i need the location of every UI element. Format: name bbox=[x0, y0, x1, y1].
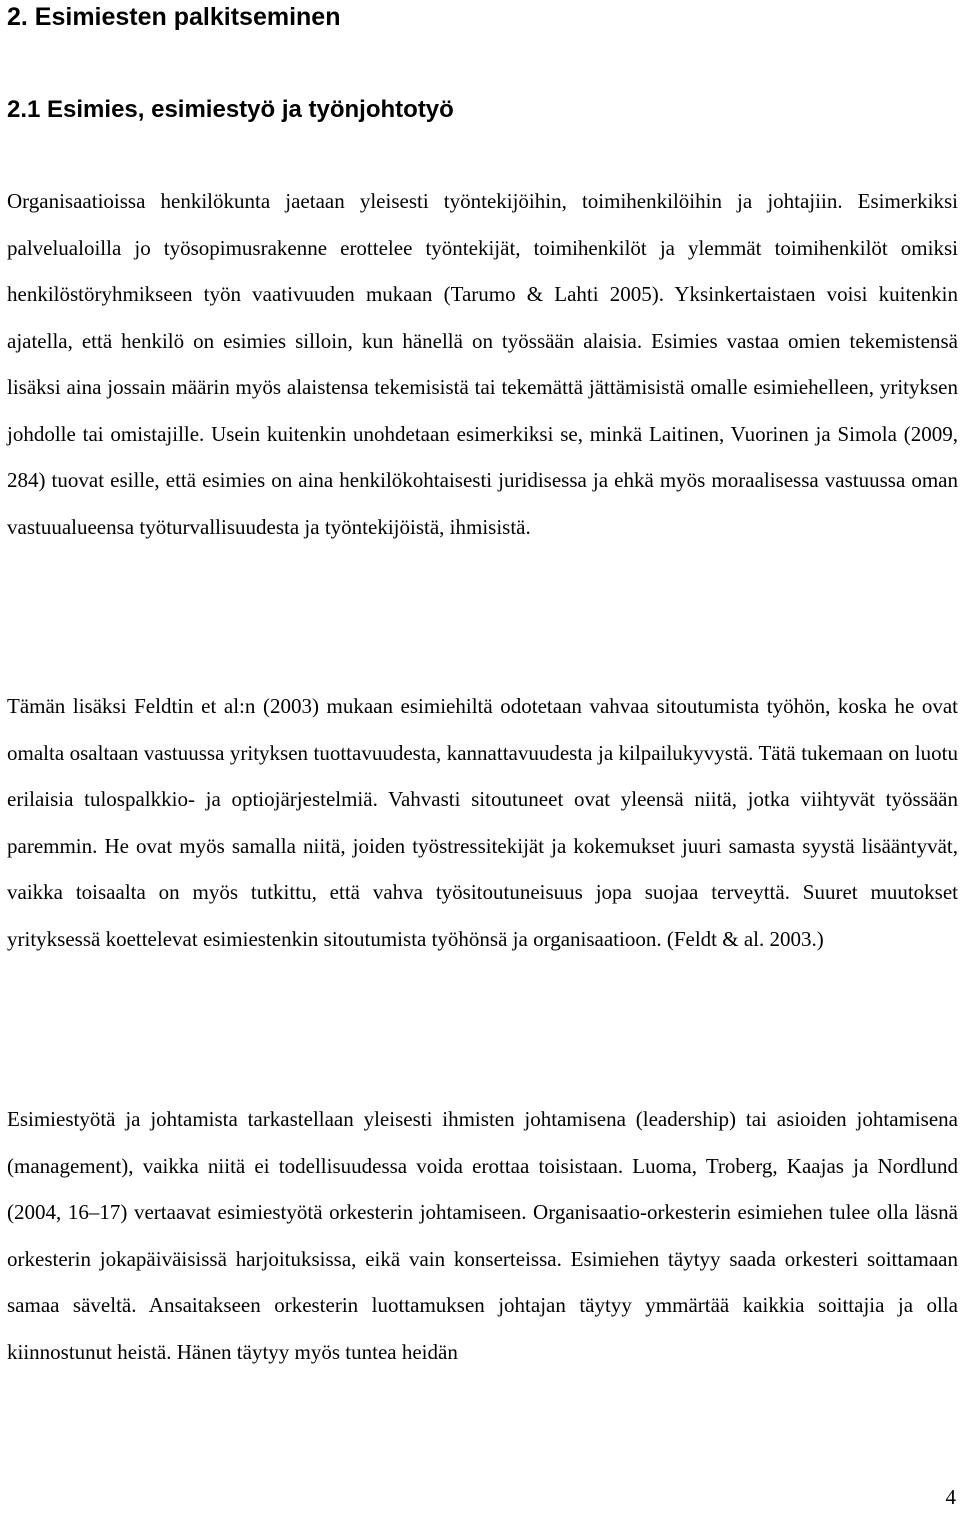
page-number: 4 bbox=[945, 1485, 956, 1509]
section-heading: 2. Esimiesten palkitseminen bbox=[7, 3, 341, 31]
body-paragraph: Organisaatioissa henkilökunta jaetaan yleisesti työntekijöihin, toimihenkilöihin ja johtajiin. Esimerkiksi palvelualoilla jo työsopimusrakenne erottelee työntekijät, toimihenkilöt ja ylemmät toimihenkilöt omiksi henkilöstöryhmikseen työn vaativuuden mukaan (Tarumo & Lahti 2005). Yksinkertaistaen voisi kuitenkin ajatella, että henkilö on esimies silloin, kun hänellä on työssään alaisia. Esimies vastaa omien tekemistensä lisäksi aina jossain määrin myös alaistensa tekemisistä tai tekemättä jättämisistä omalle esimiehelleen, yrityksen johdolle tai omistajille. Usein kuitenkin unohdetaan esimerkiksi se, minkä Laitinen, Vuorinen ja Simola (2009, 284) tuovat esille, että esimies on aina henkilökohtaisesti juridisessa ja ehkä myös moraalisessa vastuussa oman vastuualueensa työturvallisuudesta ja työntekijöistä, ihmisistä. bbox=[7, 189, 958, 539]
subsection-heading: 2.1 Esimies, esimiestyö ja työnjohtotyö bbox=[7, 96, 454, 123]
body-paragraph: Tämän lisäksi Feldtin et al:n (2003) mukaan esimiehiltä odotetaan vahvaa sitoutumista työhön, koska he ovat omalta osaltaan vastuussa yrityksen tuottavuudesta, kannattavuudesta ja kilpailukyvystä. Tätä tukemaan on luotu erilaisia tulospalkkio- ja optiojärjestelmiä. Vahvasti sitoutuneet ovat yleensä niitä, jotka viihtyvät työssään paremmin. He ovat myös samalla niitä, joiden työstressitekijät ja kokemukset juuri samasta syystä lisääntyvät, vaikka toisaalta on myös tutkittu, että vahva työsitoutuneisuus jopa suojaa terveyttä. Suuret muutokset yrityksessä koettelevat esimiestenkin sitoutumista työhönsä ja organisaatioon. (Feldt & al. 2003.) bbox=[7, 694, 958, 951]
body-paragraph: Esimiestyötä ja johtamista tarkastellaan yleisesti ihmisten johtamisena (leadership) tai asioiden johtamisena (management), vaikka niitä ei todellisuudessa voida erottaa toisistaan. Luoma, Troberg, Kaajas ja Nordlund (2004, 16–17) vertaavat esimiestyötä orkesterin johtamiseen. Organisaatio-orkesterin esimiehen tulee olla läsnä orkesterin jokapäiväisissä harjoituksissa, eikä vain konserteissa. Esimiehen täytyy saada orkesteri soittamaan samaa säveltä. Ansaitakseen orkesterin luottamuksen johtajan täytyy ymmärtää kaikkia soittajia ja olla kiinnostunut heistä. Hänen täytyy myös tuntea heidän bbox=[7, 1107, 958, 1364]
